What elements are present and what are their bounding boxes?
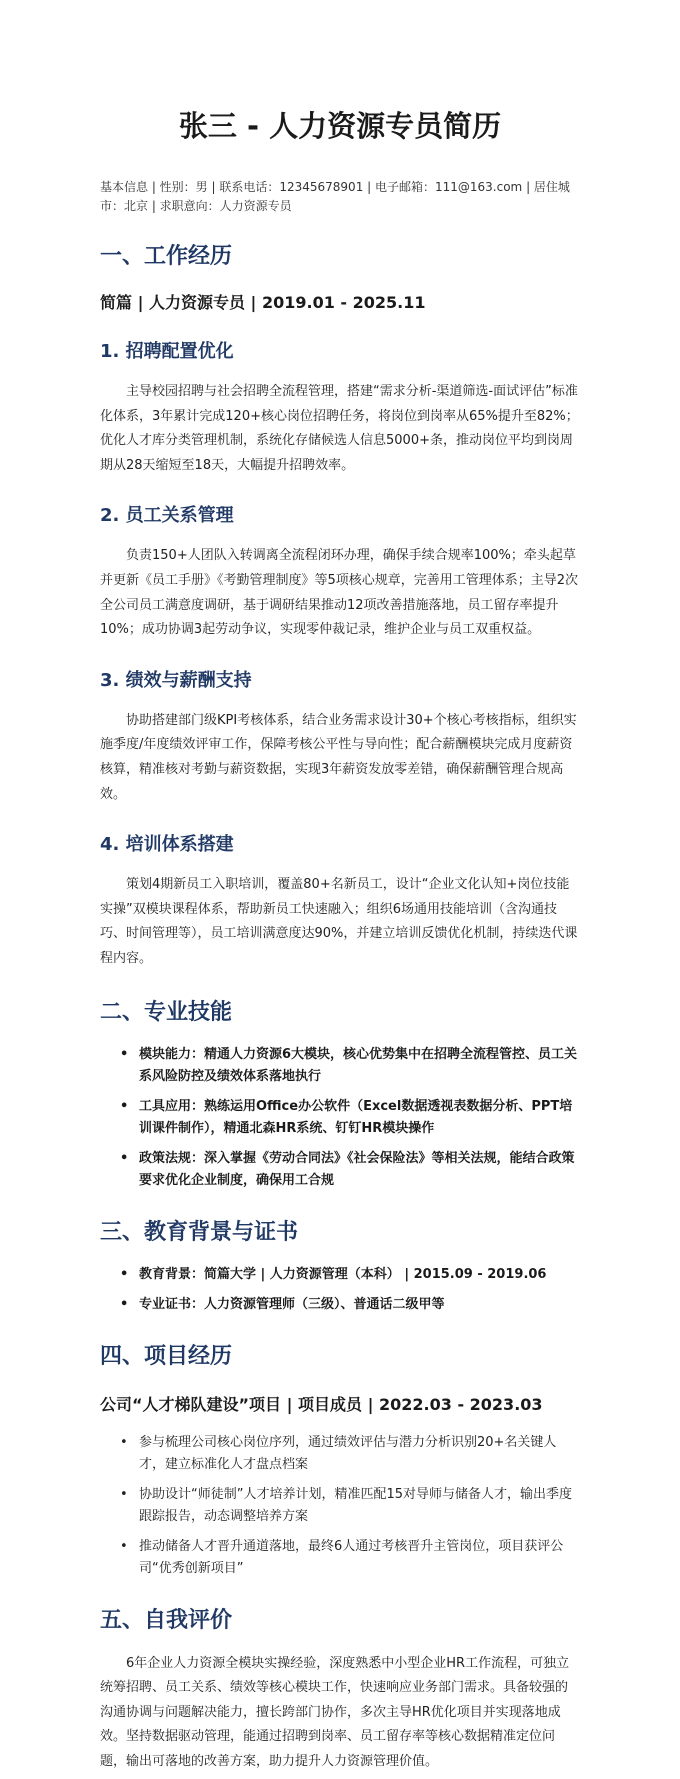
education-list (100, 1264, 580, 1316)
self-eval-section (100, 1606, 580, 1775)
job-line: 简篇 | 人力资源专员 | 2019.01 - 2025.11 (100, 293, 426, 312)
work-item-title: 2. 员工关系管理 (100, 505, 234, 527)
basic-info: 基本信息 | 性别：男 | 联系电话：12345678901 | 电子邮箱：111@163.com | 居住城市：北京 | 求职意向：人力资源专员 (100, 180, 570, 213)
skills-list (100, 1044, 580, 1192)
work-item-text: 主导校园招聘与社会招聘全流程管理，搭建“需求分析-渠道筛选-面试评估”标准化体系，3年累计完成120+核心岗位招聘任务，将岗位到岗率从65%提升至82%；优化人才库分类管理机制，系统化存储候选人信息5000+条，推动岗位平均到岗周期从28天缩短至18天，大幅提升招聘效率。 (100, 384, 579, 473)
work-section (100, 242, 580, 972)
project-line: 公司“人才梯队建设”项目 | 项目成员 | 2022.03 - 2023.03 (100, 1394, 543, 1414)
projects-heading: 四、项目经历 (100, 1343, 233, 1369)
list-item: • 教育背景：简篇大学 | 人力资源管理（本科） | 2015.09 - 2019.06 (120, 1264, 580, 1286)
list-item: • 工具应用：熟练运用Office办公软件（Excel数据透视表数据分析、PPT培训课件制作），精通北森HR系统、钉钉HR模块操作 (120, 1096, 580, 1140)
list-item: • 专业证书：人力资源管理师（三级）、普通话二级甲等 (120, 1294, 580, 1316)
list-item: • 政策法规：深入掌握《劳动合同法》《社会保险法》等相关法规，能结合政策要求优化企业制度，确保用工合规 (120, 1148, 580, 1192)
skills-heading: 二、专业技能 (100, 999, 233, 1025)
self-eval-text: 6年企业人力资源全模块实操经验，深度熟悉中小型企业HR工作流程，可独立统筹招聘、员工关系、绩效等核心模块工作，快速响应业务部门需求。具备较强的沟通协调与问题解决能力，擅长跨部门协作，多次主导HR优化项目并实现落地成效。坚持数据驱动管理，能通过招聘到岗率、员工留存率等核心数据精准定位问题，输出可落地的改善方案，助力提升人力资源管理价值。 (100, 1655, 570, 1769)
work-item-text: 策划4期新员工入职培训，覆盖80+名新员工，设计“企业文化认知+岗位技能实操”双模块课程体系，帮助新员工快速融入；组织6场通用技能培训（含沟通技巧、时间管理等），员工培训满意度达90%，并建立培训反馈优化机制，持续迭代课程内容。 (100, 877, 578, 966)
list-item: • 推动储备人才晋升通道落地，最终6人通过考核晋升主管岗位，项目获评公司“优秀创新项目” (120, 1536, 580, 1580)
work-item-text: 协助搭建部门级KPI考核体系，结合业务需求设计30+个核心考核指标，组织实施季度/年度绩效评审工作，保障考核公平性与导向性；配合薪酬模块完成月度薪资核算，精准核对考勤与薪资数据，实现3年薪资发放零差错，确保薪酬管理合规高效。 (100, 712, 577, 802)
education-section (100, 1218, 580, 1316)
work-item-title: 3. 绩效与薪酬支持 (100, 669, 252, 691)
projects-list (100, 1432, 580, 1580)
list-item: • 模块能力：精通人力资源6大模块，核心优势集中在招聘全流程管控、员工关系风险防控及绩效体系落地执行 (120, 1044, 580, 1088)
self-eval-heading: 五、自我评价 (100, 1607, 233, 1633)
work-item-text: 负责150+人团队入转调离全流程闭环办理，确保手续合规率100%；牵头起草并更新《员工手册》《考勤管理制度》等5项核心规章，完善用工管理体系；主导2次全公司员工满意度调研，基于调研结果推动12项改善措施落地，员工留存率提升10%；成功协调3起劳动争议，实现零仲裁记录，维护企业与员工双重权益。 (100, 548, 579, 638)
page-title: 张三 - 人力资源专员简历 (178, 109, 502, 143)
work-item-title: 4. 培训体系搭建 (100, 834, 234, 856)
list-item: • 协助设计“师徒制”人才培养计划，精准匹配15对导师与储备人才，输出季度跟踪报告，动态调整培养方案 (120, 1484, 580, 1528)
work-item-title: 1. 招聘配置优化 (100, 341, 234, 362)
projects-section (100, 1342, 580, 1580)
education-heading: 三、教育背景与证书 (100, 1219, 299, 1245)
skills-section (100, 998, 580, 1192)
work-heading: 一、工作经历 (100, 244, 233, 269)
list-item: • 参与梳理公司核心岗位序列，通过绩效评估与潜力分析识别20+名关键人才，建立标准化人才盘点档案 (120, 1432, 580, 1476)
